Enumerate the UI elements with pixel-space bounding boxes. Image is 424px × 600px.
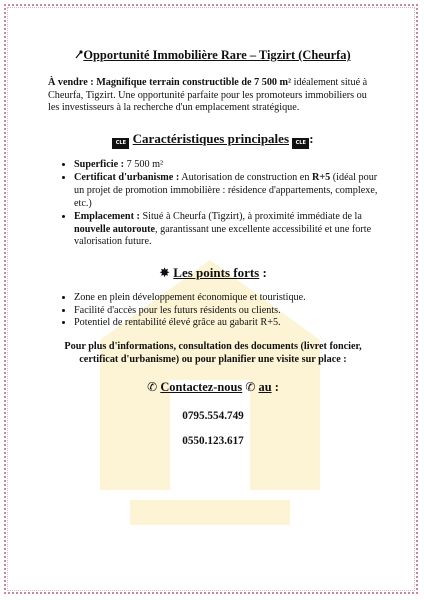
list-item: • Zone en plein développement économique et touristique. (74, 292, 378, 305)
intro-text: idéalement situé à Cheurfa, Tigzirt. Une opportunité parfaite pour les promoteurs immobiliers ou les investisseurs à la recherche d'un emplacement stratégique. (48, 77, 368, 114)
contact-label: Contactez-nous (160, 379, 243, 394)
list-item: • Superficie : 7 500 m² (74, 159, 378, 172)
strengths-heading: ✸ Les points forts : (159, 264, 267, 281)
document-body (48, 48, 378, 447)
phone-icon: ✆ (245, 379, 256, 394)
characteristics-heading-text: Caractéristiques principales (132, 130, 289, 146)
characteristics-list (48, 159, 378, 249)
page-title-text: Opportunité Immobilière Rare – Tigzirt (Cheurfa) (83, 48, 351, 62)
list-item: • Certificat d'urbanisme : Autorisation de construction en R+5 (idéal pour un projet de promotion immobilière : résidence d'appartements, complexe, etc.) (74, 172, 378, 210)
key-emoji-icon: CLE (112, 138, 129, 149)
list-item: • Potentiel de rentabilité élevé grâce au gabarit R+5. (74, 317, 378, 330)
page-title (48, 48, 378, 63)
list-item: • Facilité d'accès pour les futurs résidents ou clients. (74, 305, 378, 318)
phone-number[interactable]: 0795.554.749 (182, 409, 244, 422)
star-icon: ✸ (159, 265, 171, 281)
key-emoji-icon: CLE (292, 138, 309, 149)
strengths-list (48, 292, 378, 330)
list-item: • Emplacement : Situé à Cheurfa (Tigzirt), à proximité immédiate de la nouvelle autoroute, garantissant une excellente accessibilité et une forte valorisation future. (74, 211, 378, 249)
phone-icon: ✆ (147, 379, 158, 394)
strengths-heading-text: Les points forts (173, 264, 260, 280)
intro-paragraph (48, 77, 378, 115)
contact-heading: ✆ Contactez-nous ✆ au : (147, 379, 279, 394)
phone-number[interactable]: 0550.123.617 (182, 434, 244, 447)
contact-label-2: au (258, 379, 272, 394)
intro-bold: À vendre : Magnifique terrain constructible de 7 500 m² (48, 77, 292, 88)
cta-paragraph: Pour plus d'informations, consultation des documents (livret foncier, certificat d'urbanisme) ou pour planifier une visite sur place : (64, 340, 362, 365)
characteristics-heading: CLE Caractéristiques principales CLE : (48, 131, 378, 149)
